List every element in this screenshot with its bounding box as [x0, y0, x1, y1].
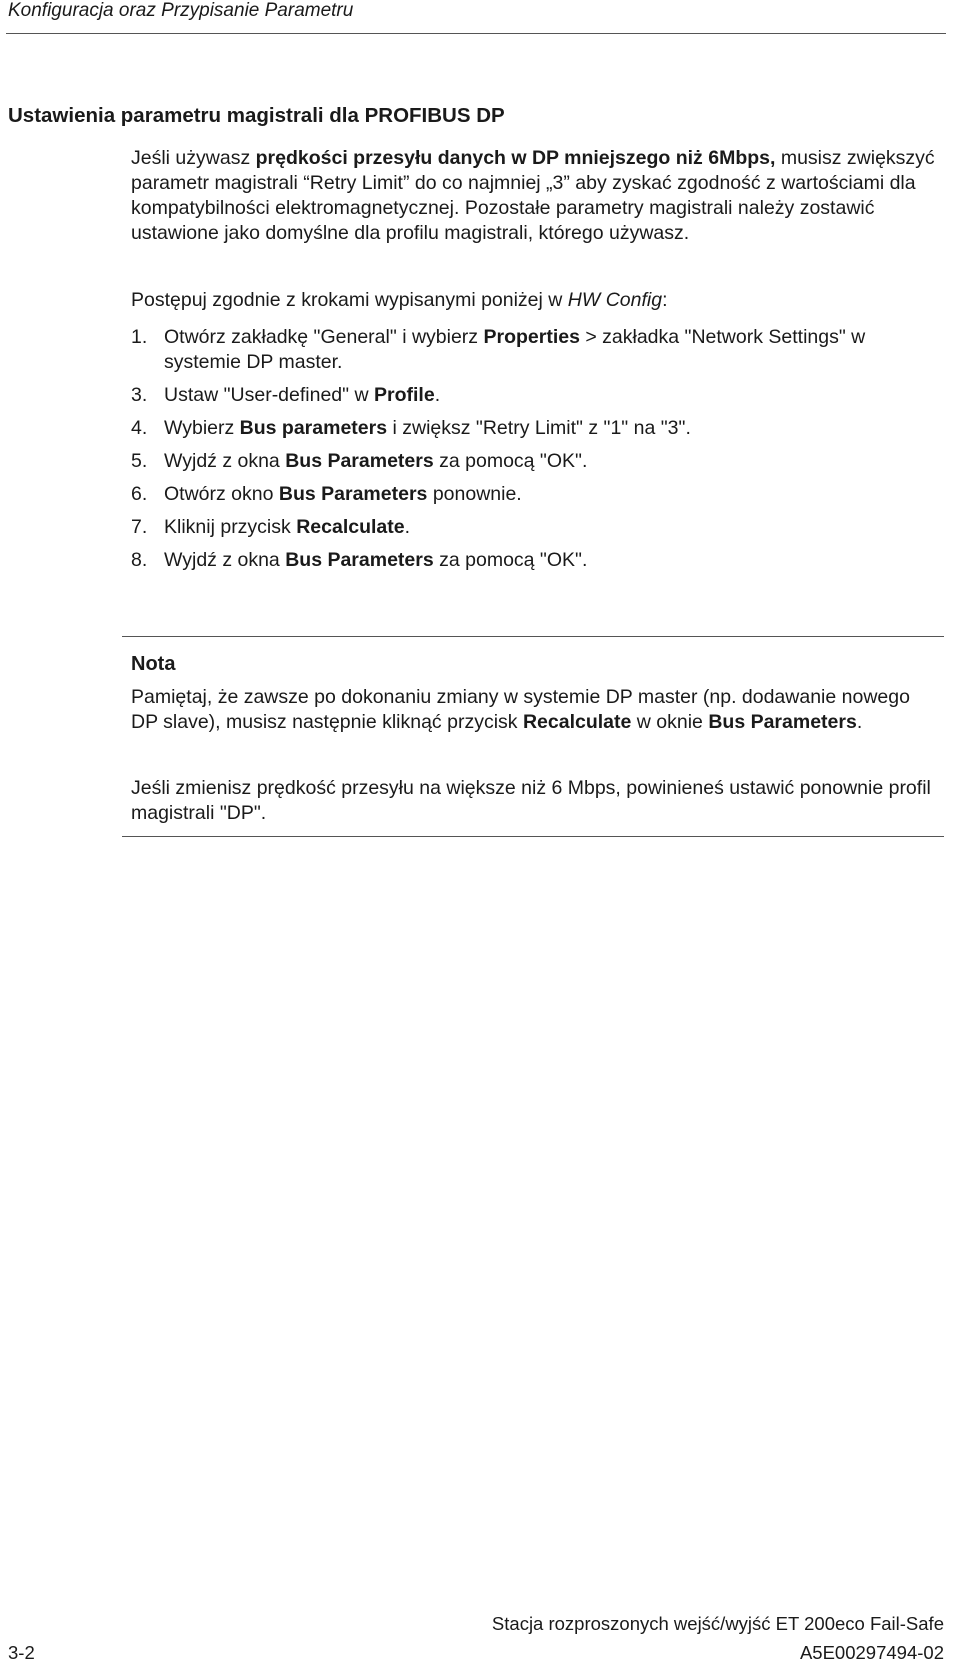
step-keyword: Recalculate	[296, 516, 405, 538]
step-item	[131, 325, 941, 375]
intro-lead: Jeśli używasz	[131, 147, 251, 169]
hw-config-term: HW Config	[567, 289, 663, 311]
step-keyword: Properties	[483, 326, 580, 348]
intro-condition: prędkości przesyłu danych w DP mniejszego niż 6Mbps,	[255, 147, 776, 169]
step-number: 3.	[131, 384, 148, 406]
step-text-end: .	[434, 384, 441, 406]
step-keyword: Bus Parameters	[278, 483, 428, 505]
footer-document-code: A5E00297494-02	[799, 1642, 944, 1663]
step-text-end: i zwiększ "Retry Limit" z "1" na "3".	[392, 417, 691, 439]
step-keyword: Bus parameters	[239, 417, 388, 439]
note-top-divider	[122, 636, 944, 637]
step-number: 6.	[131, 483, 148, 505]
section-title: Ustawienia parametru magistrali dla PROFIBUS DP	[8, 104, 505, 127]
note-text: Pamiętaj, że zawsze po dokonaniu zmiany w systemie DP master (np. dodawanie nowego DP slave), musisz następnie kliknąć przycisk	[131, 686, 910, 733]
footer-document-title: Stacja rozproszonych wejść/wyjść ET 200eco Fail-Safe	[491, 1613, 944, 1634]
footer-page-number: 3-2	[8, 1642, 35, 1663]
step-keyword: Bus Parameters	[285, 450, 434, 472]
step-item	[131, 416, 941, 441]
step-item	[131, 383, 941, 408]
step-text-end: ponownie.	[432, 483, 522, 505]
step-text-end: > zakładka "Network Settings" w systemie DP master.	[164, 326, 866, 373]
step-text: Ustaw "User-defined" w	[164, 384, 369, 406]
step-text: Wyjdź z okna	[164, 549, 280, 571]
steps-list	[131, 325, 941, 581]
intro-text: musisz zwiększyć parametr magistrali “Retry Limit” do co najmniej „3” aby zyskać zgodność z wartościami dla kompatybilności elektromagnetycznej. Pozostałe parametry magistrali należy zostawić ustawione jako domyślne dla profilu magistrali, którego używasz.	[131, 147, 935, 244]
step-text: Kliknij przycisk	[164, 516, 291, 538]
intro-paragraph	[131, 146, 941, 246]
note-keyword-recalculate: Recalculate	[522, 711, 632, 733]
step-number: 1.	[131, 326, 148, 348]
step-item	[131, 515, 941, 540]
note-title: Nota	[131, 653, 176, 675]
step-number: 5.	[131, 450, 148, 472]
step-text: Otwórz okno	[164, 483, 274, 505]
running-header-title: Konfiguracja oraz Przypisanie Parametru	[8, 0, 354, 21]
header-divider	[6, 33, 946, 34]
step-text-end: .	[404, 516, 411, 538]
note-text-mid: w oknie	[636, 711, 703, 733]
step-item	[131, 482, 941, 507]
step-item	[131, 548, 941, 573]
step-keyword: Bus Parameters	[285, 549, 434, 571]
note-keyword-bus-parameters: Bus Parameters	[708, 711, 857, 733]
steps-intro-text: Postępuj zgodnie z krokami wypisanymi poniżej w	[131, 289, 563, 311]
step-text: Wybierz	[164, 417, 235, 439]
step-item	[131, 449, 941, 474]
note-text-end: .	[856, 711, 863, 733]
step-text: Wyjdź z okna	[164, 450, 280, 472]
step-number: 8.	[131, 549, 148, 571]
step-number: 7.	[131, 516, 148, 538]
note-paragraph-profile	[131, 776, 941, 826]
note-text: Jeśli zmienisz prędkość przesyłu na większe niż 6 Mbps, powinieneś ustawić ponownie profil magistrali "DP".	[131, 777, 931, 824]
step-text-end: za pomocą "OK".	[439, 450, 588, 472]
step-text: Otwórz zakładkę "General" i wybierz	[164, 326, 479, 348]
steps-intro	[131, 288, 941, 313]
step-keyword: Profile	[374, 384, 435, 406]
steps-intro-colon: :	[662, 289, 668, 311]
note-bottom-divider	[122, 836, 944, 837]
step-number: 4.	[131, 417, 148, 439]
note-paragraph-recalculate	[131, 685, 941, 735]
step-text-end: za pomocą "OK".	[439, 549, 588, 571]
